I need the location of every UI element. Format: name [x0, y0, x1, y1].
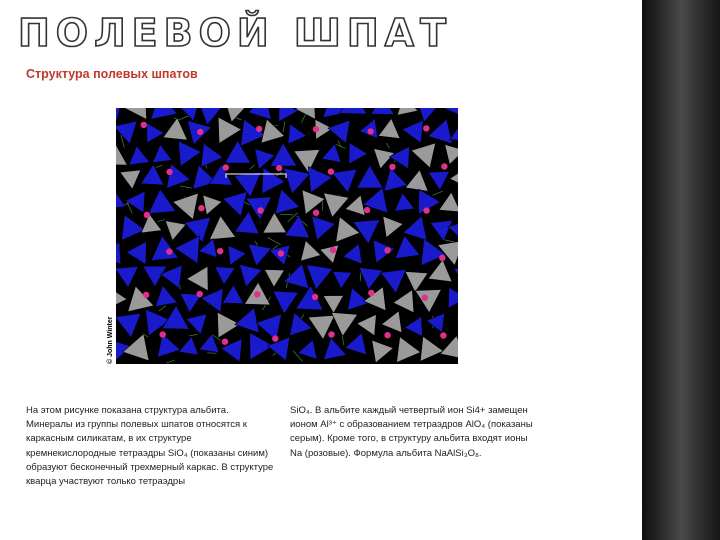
sio4-tetrahedron	[395, 236, 420, 259]
na-ion	[364, 207, 370, 213]
na-ion	[222, 339, 228, 345]
sio4-tetrahedron	[312, 216, 335, 240]
sio4-tetrahedron	[116, 190, 126, 209]
alo4-tetrahedron	[336, 217, 360, 242]
na-ion	[384, 247, 390, 253]
alo4-tetrahedron	[420, 336, 443, 361]
alo4-tetrahedron	[411, 143, 435, 168]
sio4-tetrahedron	[129, 146, 150, 165]
sio4-tetrahedron	[186, 314, 207, 334]
na-ion	[441, 163, 447, 169]
sio4-tetrahedron	[215, 267, 235, 285]
sio4-tetrahedron	[223, 192, 247, 217]
sio4-tetrahedron	[249, 244, 272, 266]
alo4-tetrahedron	[173, 193, 199, 219]
na-ion	[328, 168, 334, 174]
alo4-tetrahedron	[261, 119, 285, 143]
bond-line	[207, 353, 217, 354]
bond-line	[268, 238, 281, 245]
sio4-tetrahedron	[116, 267, 138, 288]
crystal-structure-image	[116, 108, 458, 364]
sio4-tetrahedron	[167, 164, 191, 189]
alo4-tetrahedron	[393, 290, 414, 313]
sio4-tetrahedron	[371, 108, 394, 115]
na-ion	[312, 294, 318, 300]
sio4-tetrahedron	[116, 313, 141, 337]
sio4-tetrahedron	[126, 242, 146, 265]
na-ion	[278, 250, 284, 256]
bond-line	[280, 214, 294, 215]
alo4-tetrahedron	[415, 290, 441, 313]
bond-line	[433, 191, 443, 195]
alo4-tetrahedron	[383, 216, 403, 237]
sio4-tetrahedron	[349, 143, 368, 164]
sio4-tetrahedron	[116, 108, 121, 120]
alo4-tetrahedron	[187, 266, 208, 291]
sio4-tetrahedron	[381, 270, 407, 294]
sio4-tetrahedron	[428, 119, 452, 144]
na-ion	[256, 126, 262, 132]
alo4-tetrahedron	[440, 336, 458, 359]
alo4-tetrahedron	[397, 108, 418, 115]
na-ion	[423, 207, 429, 213]
body-text-column-1	[26, 404, 276, 489]
bond-line	[180, 186, 192, 188]
sio4-tetrahedron	[201, 143, 223, 167]
sio4-tetrahedron	[234, 172, 261, 197]
sio4-tetrahedron	[273, 291, 298, 314]
alo4-tetrahedron	[128, 286, 154, 312]
alo4-tetrahedron	[372, 340, 394, 363]
bond-line	[444, 240, 454, 242]
alo4-tetrahedron	[302, 190, 325, 214]
alo4-tetrahedron	[428, 260, 452, 282]
alo4-tetrahedron	[120, 170, 141, 189]
na-ion	[166, 169, 172, 175]
alo4-tetrahedron	[405, 170, 428, 192]
na-ion	[328, 331, 334, 337]
bond-line	[386, 143, 389, 148]
bond-line	[250, 165, 255, 169]
alo4-tetrahedron	[116, 145, 127, 165]
na-ion	[367, 128, 373, 134]
na-ion	[143, 292, 149, 298]
sio4-tetrahedron	[116, 242, 121, 265]
sio4-tetrahedron	[441, 108, 459, 115]
na-ion	[272, 335, 278, 341]
sio4-tetrahedron	[141, 164, 164, 185]
sio4-tetrahedron	[153, 145, 172, 163]
alo4-tetrahedron	[263, 213, 287, 234]
sio4-tetrahedron	[235, 212, 260, 234]
na-ion	[368, 290, 374, 296]
na-ion	[144, 212, 150, 218]
body-text-1: На этом рисунке показана структура альбита. Минералы из группы полевых шпатов относятся к каркасным силикатам, в их структуре кремнекислородные тетраэдры SiO₄ (показаны синим) образуют бесконечный трехмерный каркас. В структуре кварца участвуют только тетраэдры	[26, 405, 274, 488]
sio4-tetrahedron	[288, 124, 307, 144]
sio4-tetrahedron	[298, 340, 317, 360]
sio4-tetrahedron	[151, 108, 178, 119]
alo4-tetrahedron	[382, 311, 402, 333]
sio4-tetrahedron	[395, 193, 415, 211]
na-ion	[217, 248, 223, 254]
sio4-tetrahedron	[279, 108, 298, 122]
sio4-tetrahedron	[235, 308, 259, 333]
bond-line	[338, 141, 341, 148]
bond-line	[157, 220, 165, 222]
albite-structure-figure	[116, 108, 458, 364]
alo4-tetrahedron	[331, 313, 357, 337]
decorative-side-panel	[642, 0, 720, 540]
na-ion	[197, 291, 203, 297]
alo4-tetrahedron	[450, 167, 458, 188]
na-ion	[160, 331, 166, 337]
sio4-tetrahedron	[359, 268, 383, 290]
sio4-tetrahedron	[402, 120, 423, 143]
sio4-tetrahedron	[193, 165, 217, 189]
alo4-tetrahedron	[210, 216, 236, 240]
alo4-tetrahedron	[364, 287, 386, 311]
alo4-tetrahedron	[320, 245, 339, 263]
sio4-tetrahedron	[162, 306, 189, 330]
sio4-tetrahedron	[201, 288, 223, 312]
alo4-tetrahedron	[218, 117, 241, 143]
sio4-tetrahedron	[332, 169, 357, 192]
sio4-tetrahedron	[454, 268, 458, 287]
na-ion	[439, 255, 445, 261]
sio4-tetrahedron	[275, 189, 299, 214]
sio4-tetrahedron	[340, 108, 367, 114]
sio4-tetrahedron	[284, 168, 311, 194]
sio4-tetrahedron	[122, 215, 146, 241]
bond-line	[166, 360, 174, 363]
na-ion	[440, 332, 446, 338]
sio4-tetrahedron	[175, 236, 200, 264]
na-ion	[257, 207, 263, 213]
bond-line	[156, 165, 163, 167]
sio4-tetrahedron	[178, 141, 201, 166]
bond-line	[283, 121, 285, 132]
na-ion	[313, 210, 319, 216]
sio4-tetrahedron	[155, 286, 177, 307]
alo4-tetrahedron	[323, 296, 343, 314]
sio4-tetrahedron	[158, 334, 181, 357]
sio4-tetrahedron	[357, 165, 383, 188]
sio4-tetrahedron	[270, 143, 297, 166]
na-ion	[384, 332, 390, 338]
alo4-tetrahedron	[165, 221, 186, 241]
sio4-tetrahedron	[179, 337, 199, 356]
sio4-tetrahedron	[116, 121, 137, 144]
sio4-tetrahedron	[428, 171, 449, 190]
alo4-tetrahedron	[378, 118, 400, 138]
na-ion	[330, 247, 336, 253]
sio4-tetrahedron	[296, 286, 323, 310]
alo4-tetrahedron	[324, 193, 350, 217]
sio4-tetrahedron	[430, 220, 453, 241]
na-ion	[223, 164, 229, 170]
alo4-tetrahedron	[124, 108, 147, 119]
sio4-tetrahedron	[333, 271, 352, 288]
alo4-tetrahedron	[439, 192, 458, 212]
sio4-tetrahedron	[225, 141, 251, 163]
sio4-tetrahedron	[416, 108, 442, 122]
sio4-tetrahedron	[403, 216, 427, 241]
sio4-tetrahedron	[147, 123, 164, 143]
sio4-tetrahedron	[149, 189, 176, 214]
sio4-tetrahedron	[228, 245, 246, 265]
sio4-tetrahedron	[405, 317, 423, 337]
alo4-tetrahedron	[265, 270, 285, 288]
figure-copyright: © John Winter	[107, 316, 114, 364]
sio4-tetrahedron	[359, 119, 377, 139]
body-text-2: SiO₄. В альбите каждый четвертый ион Si4+ замещен ионом Al³⁺ с образованием тетраэдров AlO₄ (показаны серым). Кроме того, в структуру альбита входят ионы Na (розовые). Формула альбита NaAlSi₃O₈.	[290, 405, 533, 459]
sio4-tetrahedron	[343, 244, 362, 264]
na-ion	[313, 126, 319, 132]
sio4-tetrahedron	[450, 120, 458, 142]
sio4-tetrahedron	[448, 287, 458, 308]
sio4-tetrahedron	[457, 317, 458, 336]
slide-subtitle: Структура полевых шпатов	[26, 67, 198, 81]
sio4-tetrahedron	[151, 236, 178, 261]
na-ion	[389, 164, 395, 170]
sio4-tetrahedron	[248, 108, 271, 120]
na-ion	[197, 129, 203, 135]
sio4-tetrahedron	[285, 215, 310, 238]
sio4-tetrahedron	[284, 264, 309, 289]
na-ion	[422, 295, 428, 301]
sio4-tetrahedron	[328, 120, 350, 143]
sio4-tetrahedron	[322, 144, 342, 163]
sio4-tetrahedron	[347, 288, 369, 311]
sio4-tetrahedron	[290, 313, 313, 336]
sio4-tetrahedron	[384, 168, 408, 191]
alo4-tetrahedron	[397, 337, 421, 363]
alo4-tetrahedron	[203, 195, 222, 215]
na-ion	[198, 205, 204, 211]
sio4-tetrahedron	[125, 191, 145, 213]
alo4-tetrahedron	[295, 108, 315, 119]
na-ion	[141, 122, 147, 128]
alo4-tetrahedron	[116, 286, 127, 309]
sio4-tetrahedron	[267, 337, 289, 361]
alo4-tetrahedron	[445, 145, 458, 165]
alo4-tetrahedron	[357, 314, 376, 335]
sio4-tetrahedron	[373, 240, 394, 263]
sio4-tetrahedron	[199, 334, 219, 353]
sio4-tetrahedron	[427, 313, 445, 333]
sio4-tetrahedron	[180, 108, 199, 121]
na-ion	[276, 165, 282, 171]
alo4-tetrahedron	[294, 149, 320, 172]
na-ion	[166, 248, 172, 254]
alo4-tetrahedron	[301, 241, 321, 262]
bond-line	[189, 334, 197, 336]
sio4-tetrahedron	[345, 333, 367, 355]
body-text-column-2	[290, 404, 540, 461]
bond-line	[301, 114, 305, 123]
na-ion	[254, 291, 260, 297]
alo4-tetrahedron	[405, 272, 428, 293]
alo4-tetrahedron	[163, 118, 187, 140]
alo4-tetrahedron	[224, 108, 250, 122]
sio4-tetrahedron	[222, 285, 243, 304]
bond-line	[360, 272, 361, 282]
slide-title: ПОЛЕВОЙ ШПАТ	[18, 11, 453, 55]
bond-line	[159, 306, 166, 311]
na-ion	[423, 125, 429, 131]
